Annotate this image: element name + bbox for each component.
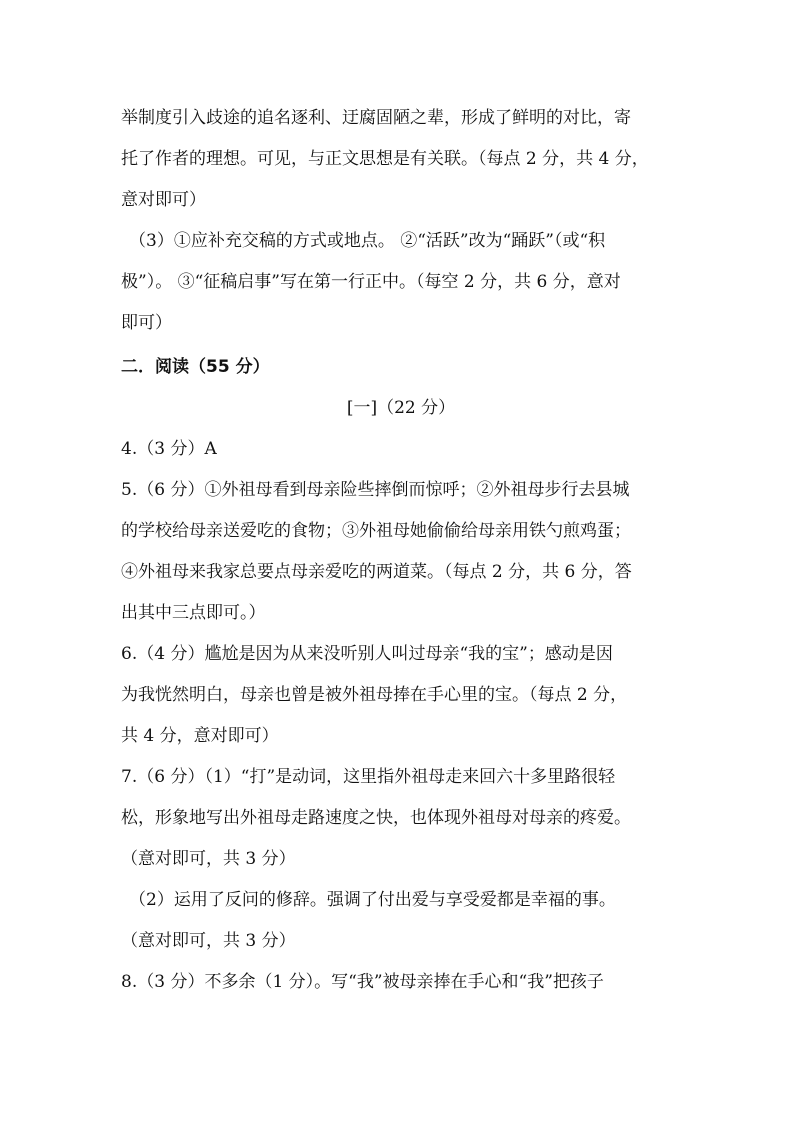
- text-line: 的学校给母亲送爱吃的食物；③外祖母她偷偷给母亲用铁勺煎鸡蛋；: [121, 521, 631, 541]
- text-line: 5.（6 分）①外祖母看到母亲险些摔倒而惊呼；②外祖母步行去县城: [121, 480, 630, 500]
- text-line: 8.（3 分）不多余（1 分）。写“我”被母亲捧在手心和“我”把孩子: [121, 972, 604, 992]
- text-line: （意对即可，共 3 分）: [121, 849, 296, 869]
- subsection-heading: [一]（22 分）: [346, 398, 456, 418]
- text-line: 松，形象地写出外祖母走路速度之快，也体现外祖母对母亲的疼爱。: [121, 808, 631, 828]
- text-line: 托了作者的理想。可见，与正文思想是有关联。（每点 2 分，共 4 分，: [121, 149, 649, 169]
- text-line: （2）运用了反问的修辞。强调了付出爱与享受爱都是幸福的事。: [129, 890, 616, 910]
- text-line: ④外祖母来我家总要点母亲爱吃的两道菜。（每点 2 分，共 6 分，答: [121, 562, 632, 582]
- text-line: 6.（4 分）尴尬是因为从来没听别人叫过母亲“我的宝”；感动是因: [121, 644, 613, 664]
- text-line: 出其中三点即可。）: [121, 603, 266, 623]
- text-line: （3）①应补充交稿的方式或地点。 ②“活跃”改为“踊跃”（或“积: [129, 231, 606, 251]
- text-line: （意对即可，共 3 分）: [121, 931, 296, 951]
- text-line: 4.（3 分）A: [121, 439, 217, 459]
- section-heading: 二．阅读（55 分）: [121, 357, 270, 377]
- text-line: 极”）。 ③“征稿启事”写在第一行正中。（每空 2 分，共 6 分，意对: [121, 272, 621, 292]
- text-line: 意对即可）: [121, 190, 206, 210]
- text-line: 7.（6 分）（1）“打”是动词，这里指外祖母走来回六十多里路很轻: [121, 767, 616, 787]
- text-line: 即可）: [121, 313, 172, 333]
- text-line: 共 4 分，意对即可）: [121, 726, 279, 746]
- text-line: 为我恍然明白，母亲也曾是被外祖母捧在手心里的宝。（每点 2 分，: [121, 685, 628, 705]
- text-line: 举制度引入歧途的追名逐利、迂腐固陋之辈，形成了鲜明的对比，寄: [121, 108, 631, 128]
